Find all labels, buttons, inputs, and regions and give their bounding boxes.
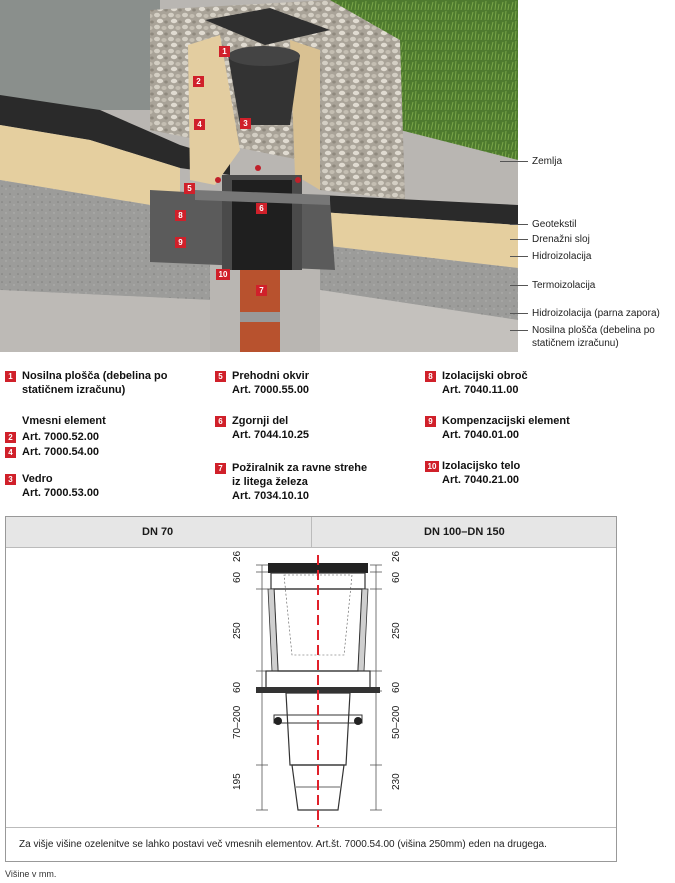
legend-text: Prehodni okvir — [232, 370, 310, 382]
units-note: Višine v mm. — [5, 869, 57, 879]
legend-item-6 — [215, 414, 309, 442]
legend-text: Požiralnik za ravne strehe — [232, 462, 368, 474]
dim-right-230: 230 — [391, 773, 402, 790]
legend-item-3 — [5, 472, 99, 500]
leader-line — [510, 330, 528, 331]
legend-text: Nosilna plošča (debelina po — [22, 370, 168, 382]
callout-badge-1: 1 — [219, 46, 230, 57]
legend-art: Art. 7040.11.00 — [442, 384, 519, 396]
leader-line — [510, 256, 528, 257]
dim-right-60: 60 — [391, 571, 402, 583]
dim-left-60b: 60 — [232, 681, 243, 693]
legend-art: Art. 7044.10.25 — [232, 429, 310, 441]
technical-drawing-panel — [5, 516, 617, 862]
legend-badge: 7 — [215, 463, 226, 474]
technical-drawing-header — [6, 517, 616, 548]
legend-item-9 — [425, 414, 570, 442]
legend-art: Art. 7040.01.00 — [442, 429, 520, 441]
legend-text: Kompenzacijski element — [442, 415, 570, 427]
legend-badge: 8 — [425, 371, 436, 382]
leader-line — [510, 285, 528, 286]
legend-badge: 3 — [5, 474, 16, 485]
label-drenazni-sloj: Drenažni sloj — [532, 234, 590, 245]
legend-art: Art. 7034.10.10 — [232, 490, 310, 502]
column-header-dn100-150: DN 100–DN 150 — [424, 526, 505, 538]
legend-item-4 — [5, 445, 99, 459]
legend-text: statičnem izračunu) — [22, 384, 126, 396]
legend-art: Art. 7000.53.00 — [22, 487, 100, 499]
legend-text: Izolacijski obroč — [442, 370, 528, 382]
legend-text: Vmesni element — [22, 415, 106, 427]
roof-drain-cutaway-illustration — [0, 0, 518, 352]
label-zemlja: Zemlja — [532, 156, 563, 167]
legend-badge: 10 — [425, 461, 439, 472]
drawing-footnote: Za višje višine ozelenitve se lahko postavi več vmesnih elementov. Art.št. 7000.54.00 (višina 250mm) eden na drugega. — [6, 827, 616, 861]
callout-badge-10: 10 — [216, 269, 230, 280]
legend-item-8 — [425, 369, 528, 397]
leader-line — [510, 239, 528, 240]
legend-badge: 1 — [5, 371, 16, 382]
dim-right-26: 26 — [391, 550, 402, 562]
label-geotekstil: Geotekstil — [532, 219, 577, 230]
dim-left-26: 26 — [232, 550, 243, 562]
legend-art: Art. 7000.54.00 — [22, 446, 100, 458]
callout-badge-3: 3 — [240, 118, 251, 129]
dim-left-250: 250 — [232, 622, 243, 639]
column-header-dn70: DN 70 — [142, 526, 174, 538]
legend-art: Art. 7000.55.00 — [232, 384, 310, 396]
callout-badge-8: 8 — [175, 210, 186, 221]
dim-right-50-200: 50–200 — [391, 705, 402, 739]
dim-right-250: 250 — [391, 622, 402, 639]
callout-badge-7: 7 — [256, 285, 267, 296]
legend-item-2 — [5, 430, 99, 444]
callout-badge-9: 9 — [175, 237, 186, 248]
label-nosilna-plosca: Nosilna plošča (debelina po — [532, 325, 655, 336]
callout-badge-2: 2 — [193, 76, 204, 87]
legend-text: Vedro — [22, 473, 53, 485]
label-hidroizolacija-parna-zapora: Hidroizolacija (parna zapora) — [532, 308, 660, 319]
dim-left-70-200: 70–200 — [232, 705, 243, 739]
dim-left-60: 60 — [232, 571, 243, 583]
header-divider — [311, 517, 312, 547]
legend-badge: 4 — [5, 447, 16, 458]
callout-badge-5: 5 — [184, 183, 195, 194]
legend-text: Izolacijsko telo — [442, 460, 521, 472]
legend-item-10 — [425, 459, 520, 487]
label-hidroizolacija: Hidroizolacija — [532, 251, 592, 262]
legend-item-vmesni — [5, 414, 106, 428]
label-termoizolacija: Termoizolacija — [532, 280, 596, 291]
label-nosilna-plosca-cont: statičnem izračunu) — [532, 338, 619, 349]
legend-badge: 9 — [425, 416, 436, 427]
legend-text: iz litega železa — [232, 476, 308, 488]
legend-item-5 — [215, 369, 309, 397]
legend-text: Zgornji del — [232, 415, 289, 427]
leader-line — [510, 313, 528, 314]
legend-art: Art. 7040.21.00 — [442, 474, 520, 486]
drain-section-drawing — [226, 555, 406, 827]
legend-badge: 2 — [5, 432, 16, 443]
callout-badge-6: 6 — [256, 203, 267, 214]
legend-badge: 6 — [215, 416, 226, 427]
dim-left-195: 195 — [232, 773, 243, 790]
callout-badge-4: 4 — [194, 119, 205, 130]
dim-right-60b: 60 — [391, 681, 402, 693]
legend-item-7 — [215, 461, 367, 503]
legend-item-1 — [5, 369, 167, 397]
leader-line — [510, 224, 528, 225]
leader-line — [500, 161, 528, 162]
legend-badge: 5 — [215, 371, 226, 382]
legend-art: Art. 7000.52.00 — [22, 431, 100, 443]
